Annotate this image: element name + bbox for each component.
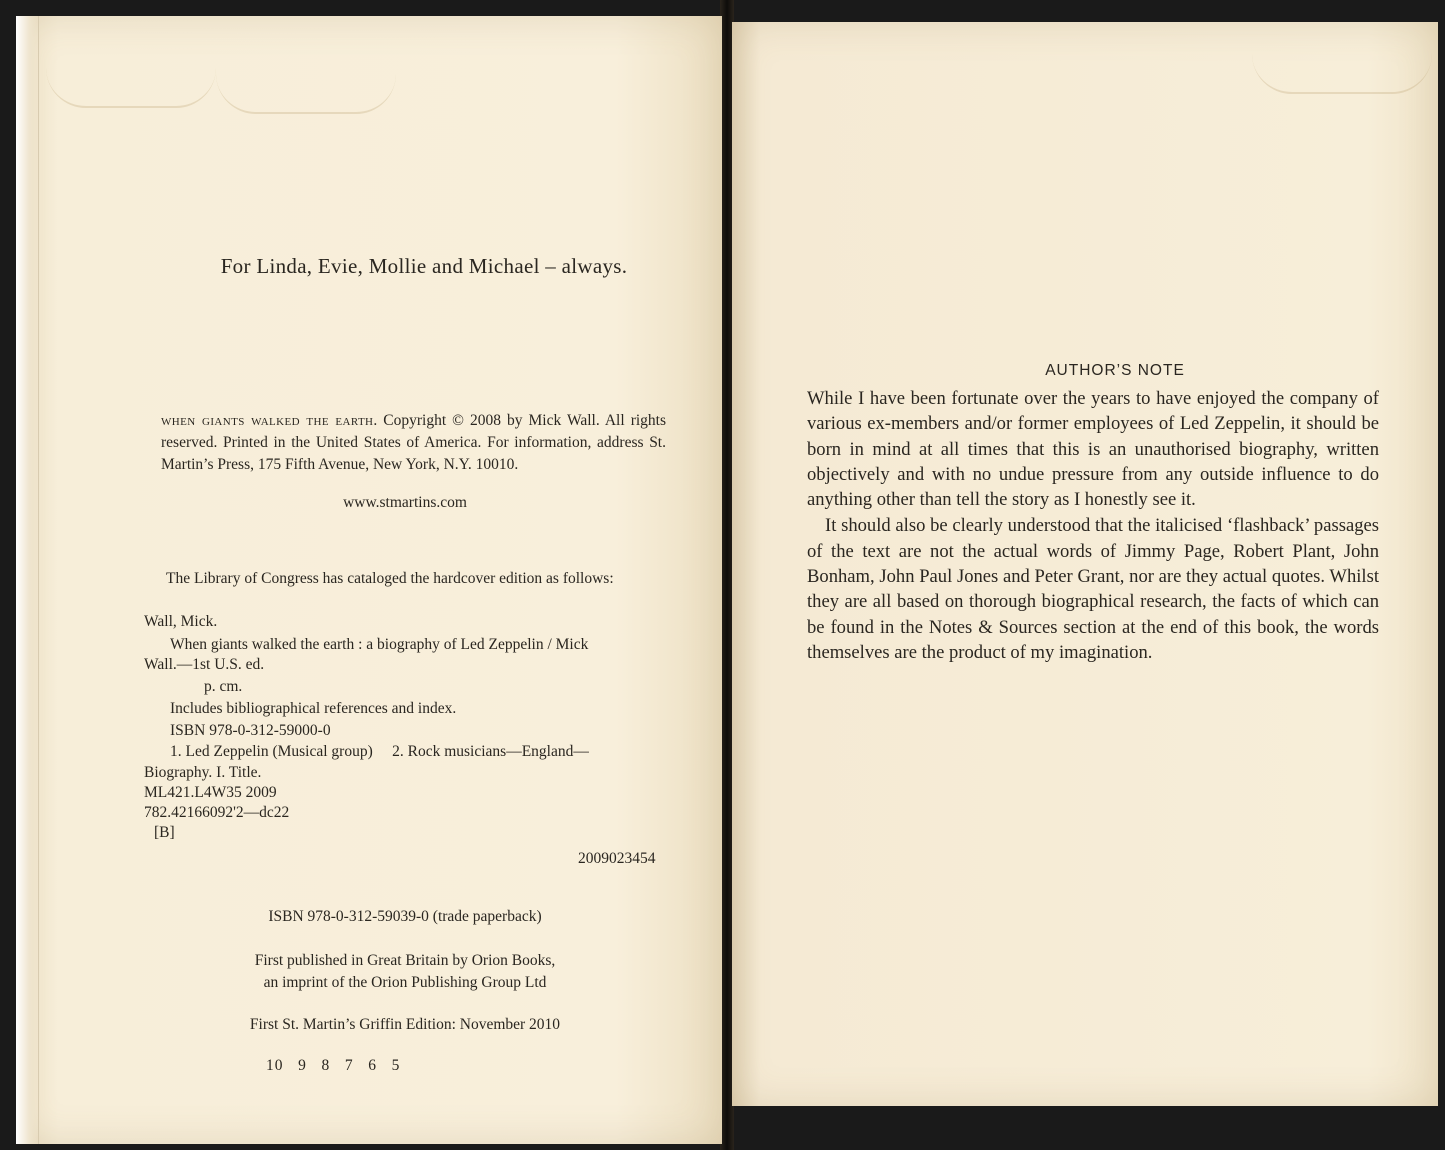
paperback-isbn: ISBN 978-0-312-59039-0 (trade paperback) — [268, 908, 542, 925]
note-paragraph: While I have been fortunate over the years to have enjoyed the company of various ex-members and/or former employees of Led Zeppelin, it should be born in mind at all times that this is an unauthorised biography, written objectively and with no undue pressure from any outside influence to do anything other than tell the story as I honestly see it. — [807, 388, 1379, 511]
printing-line: 10 9 8 7 6 5 — [266, 1057, 401, 1074]
cip-bracket: [B] — [154, 824, 175, 841]
left-page — [16, 16, 722, 1144]
water-stain — [216, 62, 396, 114]
copyright-notice — [161, 410, 666, 476]
cip-subjects: Biography. I. Title. — [144, 764, 262, 781]
cip-lccn: 2009023454 — [578, 850, 656, 867]
library-of-congress-statement: The Library of Congress has cataloged the hardcover edition as follows: — [166, 570, 614, 587]
note-paragraph: It should also be clearly understood that the italicised ‘flashback’ passages of the text are not the actual words of Jimmy Page, Robert Plant, John Bonham, John Paul Jones and Peter Grant, nor are they actual quotes. Whilst they are all based on thorough biographical research, the facts of which can be found in the Notes & Sources section at the end of this book, the words themselves are the product of my imagination. — [807, 515, 1379, 663]
cip-dewey: 782.42166092'2—dc22 — [144, 804, 290, 821]
cip-isbn: ISBN 978-0-312-59000-0 — [170, 722, 331, 739]
publisher-website: www.stmartins.com — [343, 494, 467, 511]
cip-call-number: ML421.L4W35 2009 — [144, 784, 277, 801]
dedication: For Linda, Evie, Mollie and Michael – always. — [220, 254, 628, 278]
water-stain — [46, 56, 216, 108]
cip-title-line: Wall.—1st U.S. ed. — [144, 656, 265, 673]
authors-note-body — [807, 386, 1379, 665]
section-heading: AUTHOR’S NOTE — [1045, 362, 1185, 379]
first-published-line: First published in Great Britain by Orion Books, — [254, 952, 556, 969]
book-title-smallcaps: when giants walked the earth — [161, 412, 374, 429]
cip-author: Wall, Mick. — [144, 613, 218, 630]
copyright-text: . Copyright © 2008 by Mick Wall. All rights reserved. Printed in the United States of America. For information, address St. Martin’s Press, 175 Fifth Avenue, New York, N.Y. 10010. — [161, 412, 666, 473]
water-stain — [1252, 42, 1432, 94]
first-published-line: an imprint of the Orion Publishing Group Ltd — [263, 974, 547, 991]
cip-pages: p. cm. — [204, 678, 243, 695]
edition-statement: First St. Martin’s Griffin Edition: November 2010 — [249, 1016, 561, 1033]
cip-includes: Includes bibliographical references and index. — [170, 700, 457, 717]
cip-title-line: When giants walked the earth : a biography of Led Zeppelin / Mick — [170, 636, 589, 653]
cip-subjects: 1. Led Zeppelin (Musical group) 2. Rock musicians—England— — [170, 743, 589, 760]
right-page — [732, 22, 1438, 1106]
